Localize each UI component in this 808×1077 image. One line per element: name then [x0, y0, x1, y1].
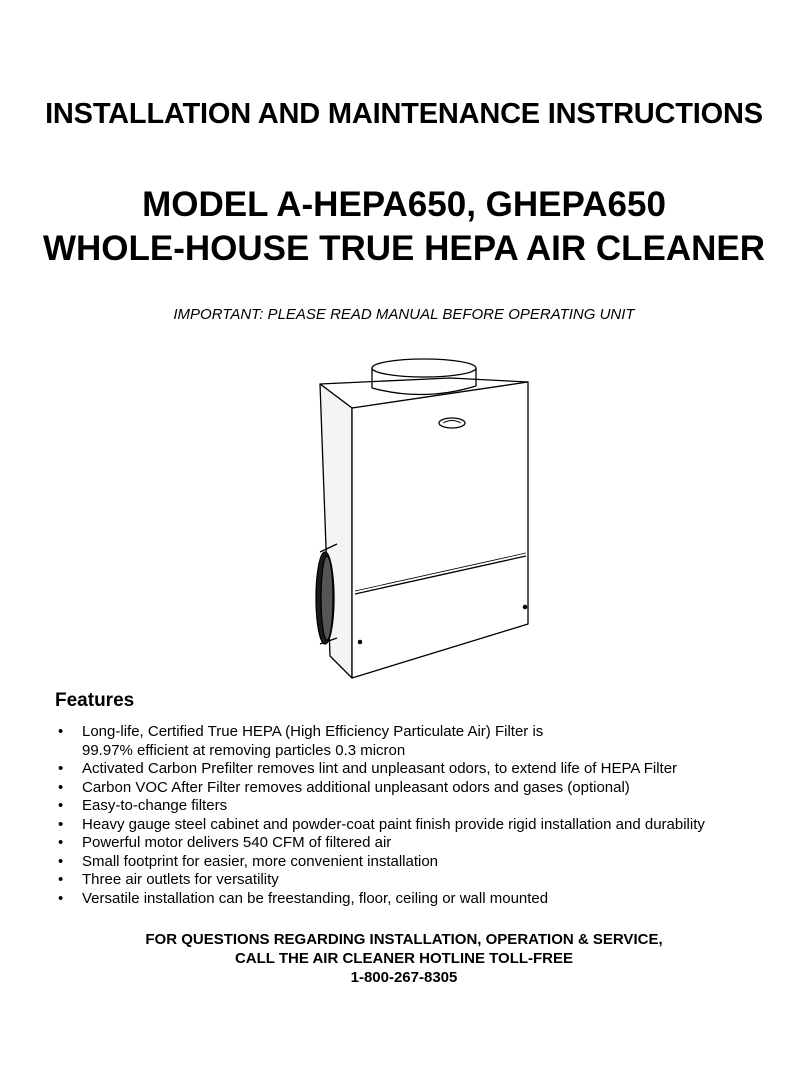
model-line-2: WHOLE-HOUSE TRUE HEPA AIR CLEANER	[42, 229, 766, 268]
important-note: IMPORTANT: PLEASE READ MANUAL BEFORE OPERATING UNIT	[173, 306, 635, 323]
air-cleaner-illustration	[305, 356, 545, 686]
hotline-phone: 1-800-267-8305	[350, 969, 458, 986]
feature-item: • Powerful motor delivers 540 CFM of filtered air	[58, 834, 778, 853]
page-title: INSTALLATION AND MAINTENANCE INSTRUCTIONS	[45, 98, 763, 130]
feature-text-cont: 99.97% efficient at removing particles 0.3 micron	[82, 741, 406, 759]
features-heading: Features	[55, 690, 135, 711]
feature-text: Long-life, Certified True HEPA (High Efficiency Particulate Air) Filter is	[82, 723, 544, 740]
feature-item: • Easy-to-change filters	[58, 797, 778, 816]
feature-item: • Small footprint for easier, more convenient installation	[58, 853, 778, 872]
feature-item: • Three air outlets for versatility	[58, 871, 778, 890]
feature-item: • Activated Carbon Prefilter removes lint and unpleasant odors, to extend life of HEPA Filter	[58, 760, 778, 779]
hotline-block	[0, 930, 808, 987]
hotline-line-2: CALL THE AIR CLEANER HOTLINE TOLL-FREE	[234, 950, 574, 967]
feature-item	[58, 723, 778, 760]
model-line-1: MODEL A-HEPA650, GHEPA650	[142, 185, 666, 224]
features-list	[58, 723, 778, 908]
feature-item: • Carbon VOC After Filter removes additional unpleasant odors and gases (optional)	[58, 779, 778, 798]
hotline-line-1: FOR QUESTIONS REGARDING INSTALLATION, OPERATION & SERVICE,	[145, 931, 663, 948]
model-title	[0, 183, 808, 271]
feature-item: • Heavy gauge steel cabinet and powder-coat paint finish provide rigid installation and durability	[58, 816, 778, 835]
feature-item: • Versatile installation can be freestanding, floor, ceiling or wall mounted	[58, 890, 778, 909]
